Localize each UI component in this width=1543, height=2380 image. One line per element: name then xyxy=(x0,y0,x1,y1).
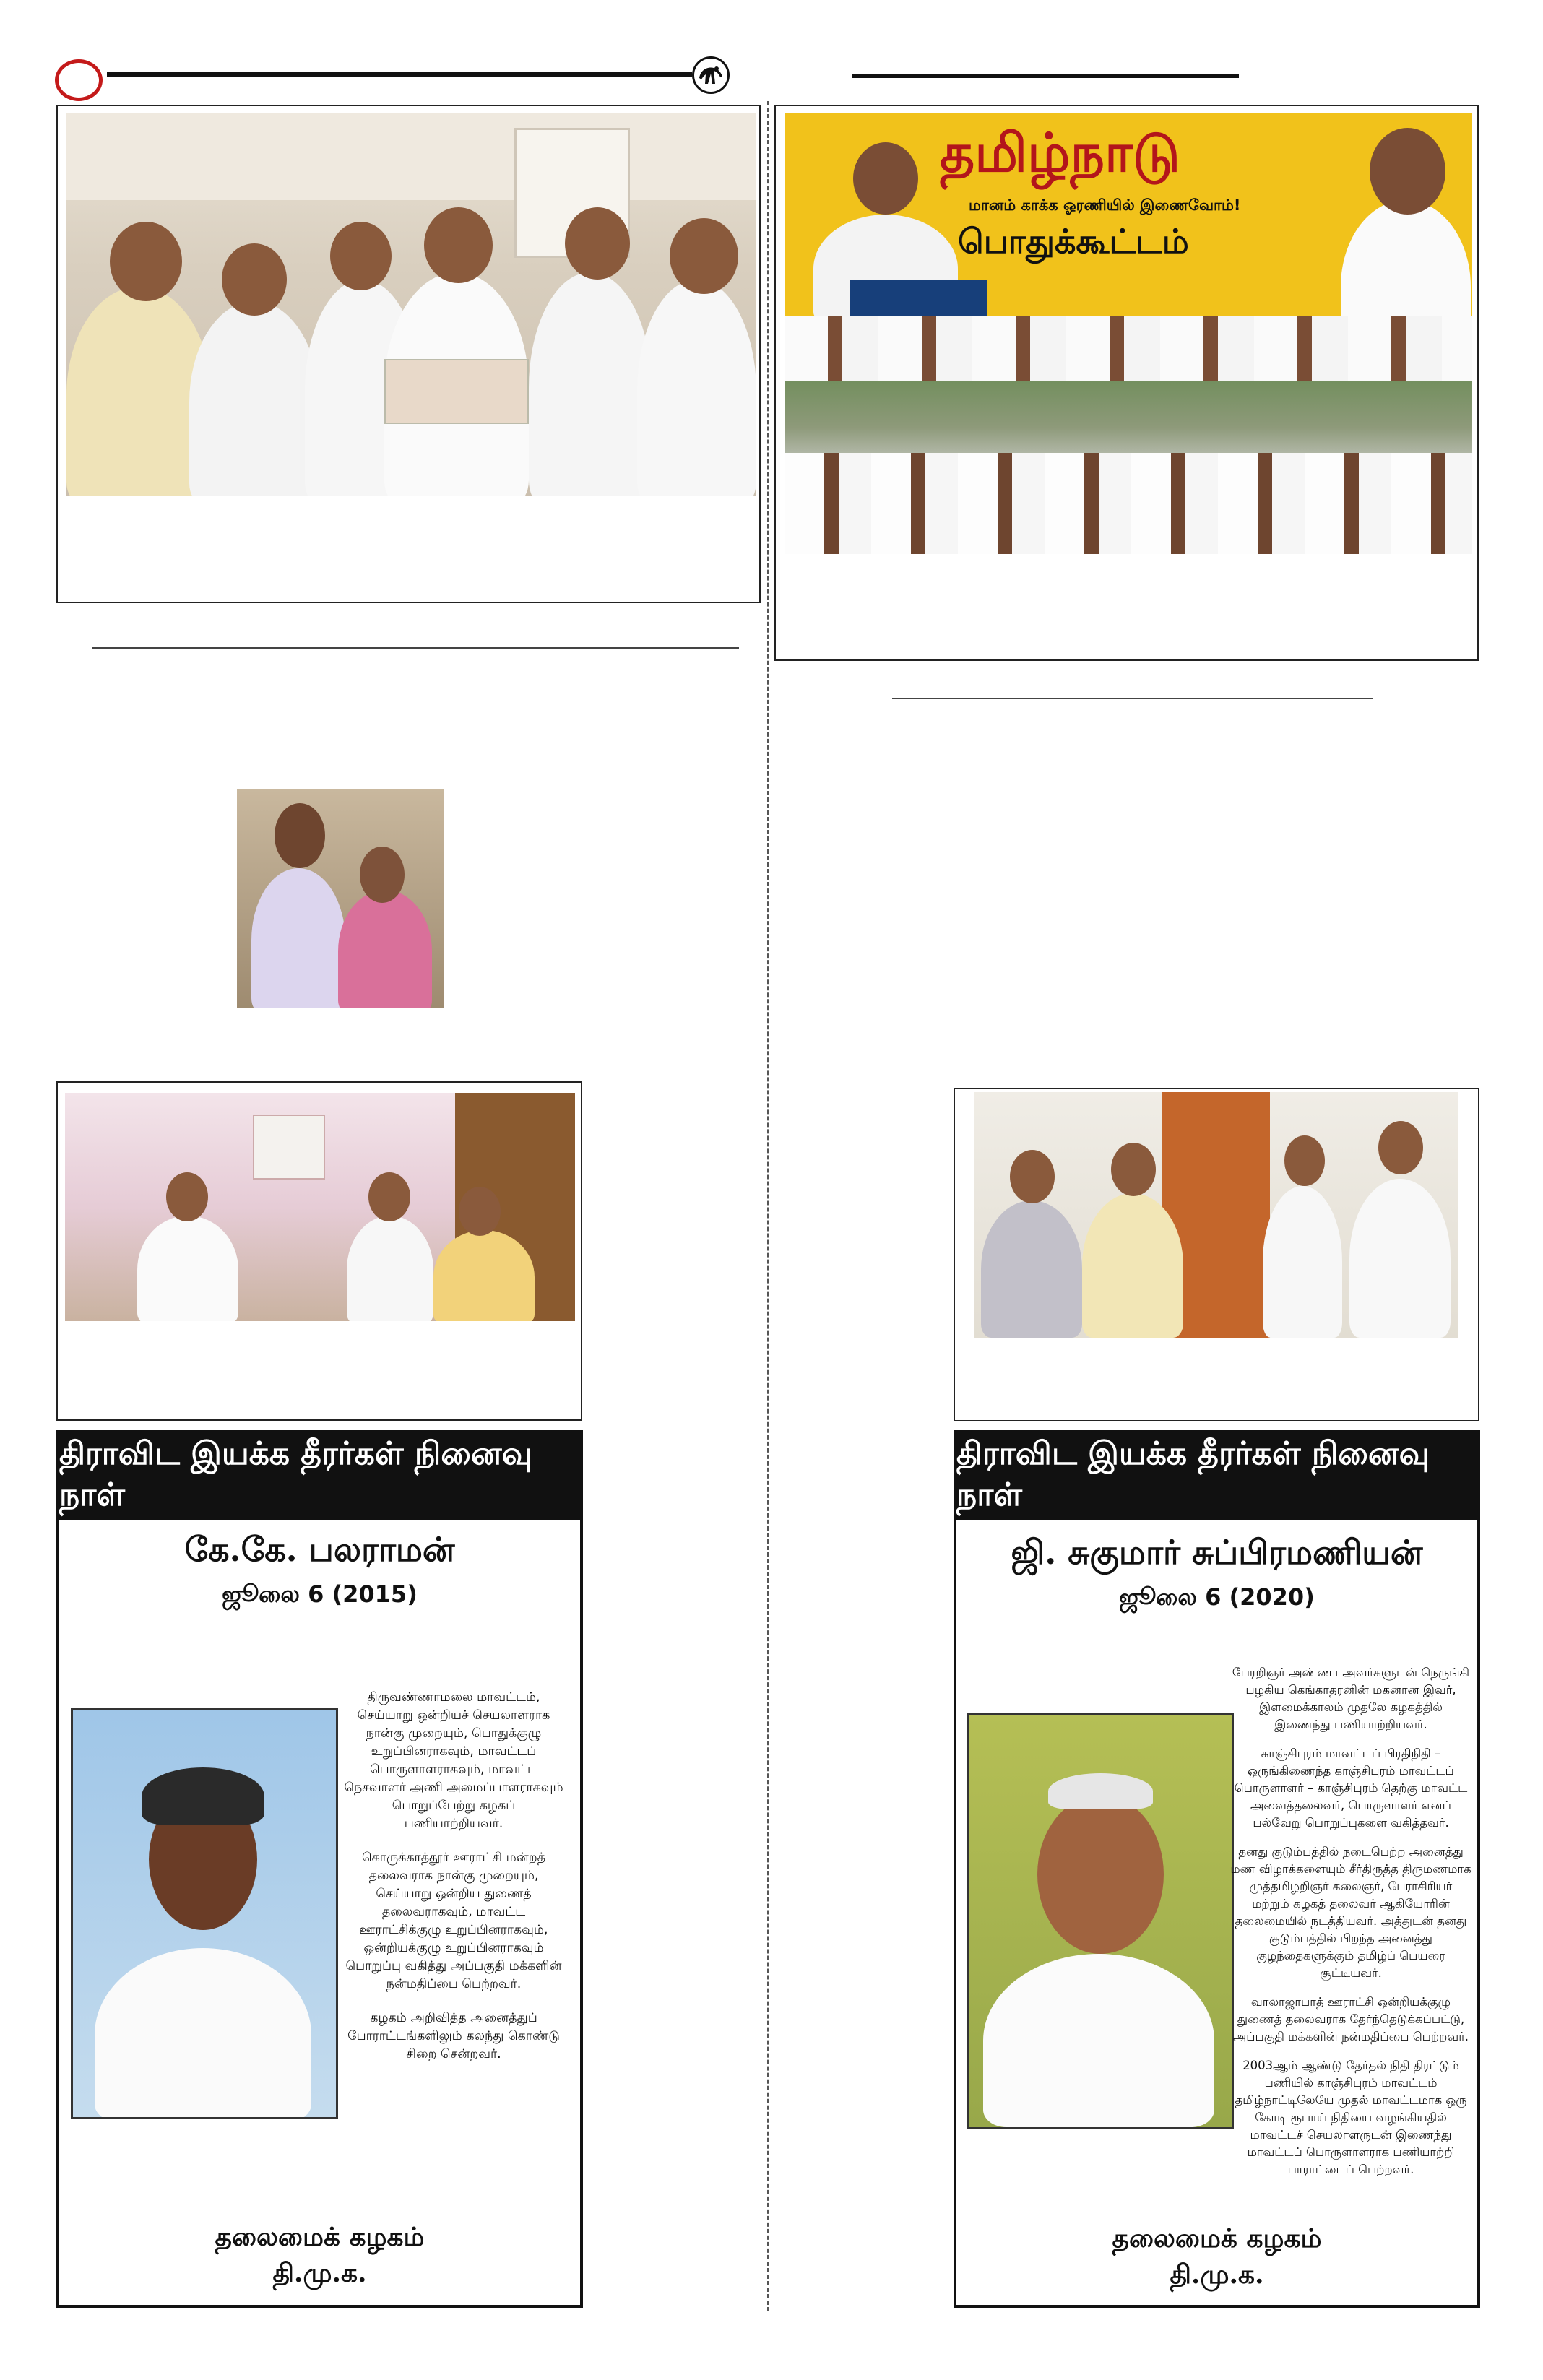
banner-slogan: மானம் காக்க ஓரணியில் இணைவோம்! xyxy=(969,196,1241,214)
rule-right-1 xyxy=(892,698,1373,699)
memorial-signature: தலைமைக் கழகம் xyxy=(215,2222,425,2252)
memorial-paragraph: 2003ஆம் ஆண்டு தேர்தல் நிதி திரட்டும் பணியில் காஞ்சிபுரம் மாவட்டம் தமிழ்நாட்டிலேயே முதல் மாவட்டமாக ஒரு கோடி ரூபாய் நிதியை வழங்கியதில் மாவட்டச் செயலாளருடன் இணைந்து மாவட்டப் பொருளாளராக பணியாற்றி பாராட்டைப் பெற்றவர். xyxy=(1235,2059,1467,2176)
header-rule-left xyxy=(107,72,692,77)
memorial-date: ஜூலை 6 (2015) xyxy=(222,1580,418,1608)
memorial-box-1 xyxy=(56,1430,583,2308)
column-divider xyxy=(767,101,769,2311)
memorial-box-2 xyxy=(954,1430,1480,2308)
memorial-signature-party: தி.மு.க. xyxy=(272,2258,367,2288)
news-photo-group-handover xyxy=(66,113,756,496)
news-photo-home-visit xyxy=(65,1093,575,1321)
news-photo-couple xyxy=(237,789,444,1008)
memorial-paragraph: வாலாஜாபாத் ஊராட்சி ஒன்றியக்குழு துணைத் தலைவராக தேர்ந்தெடுக்கப்பட்டு, அப்பகுதி மக்களின் நன்மதிப்பை பெற்றவர். xyxy=(1232,1995,1469,2043)
news-photo-frame-3 xyxy=(56,1081,582,1421)
memorial-paragraph: தனது குடும்பத்தில் நடைபெற்ற அனைத்து மண விழாக்களையும் சீர்திருத்த திருமணமாக முத்தமிழறிஞர் கலைஞர், பேராசிரியர் மற்றும் கழகத் தலைவர் ஆகியோரின் தலைமையில் நடத்தியவர். அத்துடன் தனது குடும்பத்தில் பிறந்த அனைத்து குழந்தைகளுக்கும் தமிழ்ப் பெயரை சூட்டியவர். xyxy=(1230,1845,1471,1980)
memorial-name: ஜி. சுகுமார் சுப்பிரமணியன் xyxy=(1011,1533,1423,1572)
memorial-banner: திராவிட இயக்க தீரர்கள் நினைவு நாள் xyxy=(59,1433,580,1520)
header-rule-right xyxy=(852,74,1239,78)
memorial-paragraph: பேரறிஞர் அண்ணா அவர்களுடன் நெருங்கி பழகிய கெங்காதரனின் மகனான இவர், இளமைக்காலம் முதலே கழகத்தில் இணைந்து பணியாற்றியவர். xyxy=(1232,1666,1470,1731)
memorial-paragraph: கழகம் அறிவித்த அனைத்துப் போராட்டங்களிலும் கலந்து கொண்டு சிறை சென்றவர். xyxy=(347,2011,560,2061)
news-photo-door-visit xyxy=(974,1092,1458,1338)
memorial-date: ஜூலை 6 (2020) xyxy=(1119,1583,1315,1611)
news-photo-frame-1 xyxy=(56,105,761,603)
rule-left-1 xyxy=(92,647,739,649)
news-photo-frame-2 xyxy=(774,105,1479,661)
memorial-paragraph: திருவண்ணாமலை மாவட்டம், செய்யாறு ஒன்றியச் செயலாளராக நான்கு முறையும், பொதுக்குழு உறுப்பினராகவும், மாவட்டப் பொருளாளராகவும், மாவட்ட நெசவாளர் அணி அமைப்பாளராகவும் பொறுப்பேற்று கழகப் பணியாற்றியவர். xyxy=(344,1690,563,1831)
banner-headline: தமிழ்நாடு xyxy=(940,122,1180,184)
news-photo-rally xyxy=(785,113,1472,554)
memorial-portrait xyxy=(967,1713,1234,2129)
header-circle-icon xyxy=(55,59,103,101)
memorial-banner: திராவிட இயக்க தீரர்கள் நினைவு நாள் xyxy=(956,1433,1477,1520)
memorial-paragraph: கொருக்காத்தூர் ஊராட்சி மன்றத் தலைவராக நான்கு முறையும், செய்யாறு ஒன்றிய துணைத் தலைவராகவும், மாவட்ட ஊராட்சிக்குழு உறுப்பினராகவும், ஒன்றியக்குழு உறுப்பினராகவும் பொறுப்பு வகித்து அப்பகுதி மக்களின் நன்மதிப்பை பெற்றவர். xyxy=(345,1851,562,1991)
memorial-paragraph: காஞ்சிபுரம் மாவட்டப் பிரதிநிதி – ஒருங்கிணைந்த காஞ்சிபுரம் மாவட்டப் பொருளாளர் – காஞ்சிபுரம் தெற்கு மாவட்ட அவைத்தலைவர், பொருளாளர் எனப் பல்வேறு பொறுப்புகளை வகித்தவர். xyxy=(1234,1747,1468,1830)
memorial-signature: தலைமைக் கழகம் xyxy=(1112,2223,1322,2254)
memorial-text xyxy=(1229,1664,1472,2178)
banner-event: பொதுக்கூட்டம் xyxy=(958,222,1189,261)
memorial-name: கே.கே. பலராமன் xyxy=(184,1530,455,1569)
memorial-signature-party: தி.மு.க. xyxy=(1170,2259,1264,2290)
news-photo-frame-4 xyxy=(954,1088,1479,1421)
memorial-portrait xyxy=(71,1708,338,2119)
memorial-text xyxy=(341,1689,566,2080)
party-emblem-icon xyxy=(692,56,730,94)
